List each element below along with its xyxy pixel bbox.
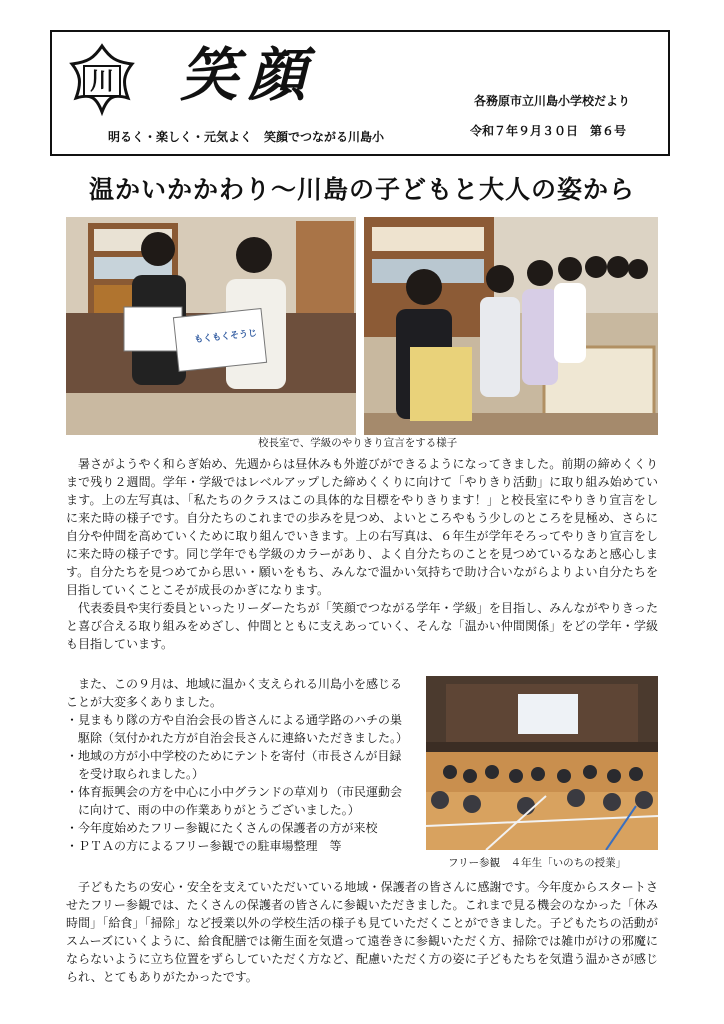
paragraph-1: 暑さがようやく和らぎ始め、先週からは昼休みも外遊びができるようになってきました。前期の締めくくりまで残り２週間。学年・学級ではレベルアップした締めくくりに向けて「やりきり活動」に取り組み始めています。上の左写真は、「私たちのクラスはこの具体的な目標をやりきります！」と校長室にやりきり宣言をしに来た時の様子です。自分たちのこれまでの歩みを見つめ、よいところやもう少しのところを見極め、さらに自分や仲間を高めていくために取り組んでいきます。上の右写真は、６年生が学年そろってやりきり宣言をしに来た時の様子です。同じ学年でも学級のカラーがあり、よく自分たちのことを見つめているなあと感心します。自分たちを見つめてから思い・願いをもち、みんなで温かい気持ちで助け合いながらよりよい自分たちを目指していくことこそが成長のかぎになります。 (66, 457, 658, 597)
school-motto: 明るく・楽しく・元気よく 笑顔でつながる川島小 (108, 130, 385, 144)
article-body (66, 455, 658, 653)
photo-caption-1: 校長室で、学級のやりきり宣言をする様子 (258, 437, 458, 449)
list-item: ・ＰＴＡの方によるフリー参観での駐車場整理 等 (66, 839, 342, 853)
closing-section (66, 878, 658, 986)
photo-gym-lesson (426, 676, 658, 850)
emblem-character: 川 (90, 67, 114, 95)
list-item: ・見まもり隊の方や自治会長の皆さんによる通学路のハチの巣駆除（気付かれた方が自治会長さんに連絡いただきました。） (66, 713, 409, 745)
school-emblem-icon (62, 40, 142, 120)
photo-caption-2: フリー参観 ４年生「いのちの授業」 (448, 857, 627, 869)
list-item: ・地域の方が小中学校のためにテントを寄付（市長さんが目録を受け取られました。） (66, 749, 402, 781)
list-item: ・今年度始めたフリー参観にたくさんの保護者の方が来校 (66, 821, 378, 835)
paragraph-2: 代表委員や実行委員といったリーダーたちが「笑顔でつながる学年・学級」を目指し、みんながやりきったと喜び合える取り組みをめざし、仲間とともに支えあっていく、そんな「温かい仲間関係」をどの学年・学級も目指しています。 (66, 601, 658, 651)
community-list (66, 675, 412, 855)
community-intro: また、この９月は、地域に温かく支えられる川島小を感じることが大変多くありました。 (66, 677, 403, 709)
closing-paragraph: 子どもたちの安心・安全を支えていただいている地域・保護者の皆さんに感謝です。今年度からスタートさせたフリー参観では、たくさんの保護者の皆さんに参観いただきました。これまで見る機会のなかった「休み時間」「給食」「掃除」など授業以外の学校生活の様子も見ていただくことができました。子どもたちの活動がスムーズにいくように、給食配膳では衛生面を気遣って遠巻きに参観いただく方、掃除では雑巾がけの邪魔にならないように立ち位置をずらしていただく方など、配慮いただく方の姿に子どもたちを気遣う温かさが感じられ、とてもありがたかったです。 (66, 880, 658, 984)
issue-date: 令和７年９月３０日 第６号 (470, 124, 627, 138)
article-headline: 温かいかかわり～川島の子どもと大人の姿から (88, 175, 635, 204)
school-name: 各務原市立川島小学校だより (474, 94, 631, 108)
photo-principal-office (66, 217, 356, 435)
photo-sixth-grade (364, 217, 658, 435)
list-item: ・体育振興会の方を中心に小中グランドの草刈り（市民運動会に向けて、雨の中の作業ありがとうございました。） (66, 785, 403, 817)
sign-text: もくもくそうじ (193, 328, 258, 346)
newsletter-title: 笑顔 (180, 41, 317, 109)
